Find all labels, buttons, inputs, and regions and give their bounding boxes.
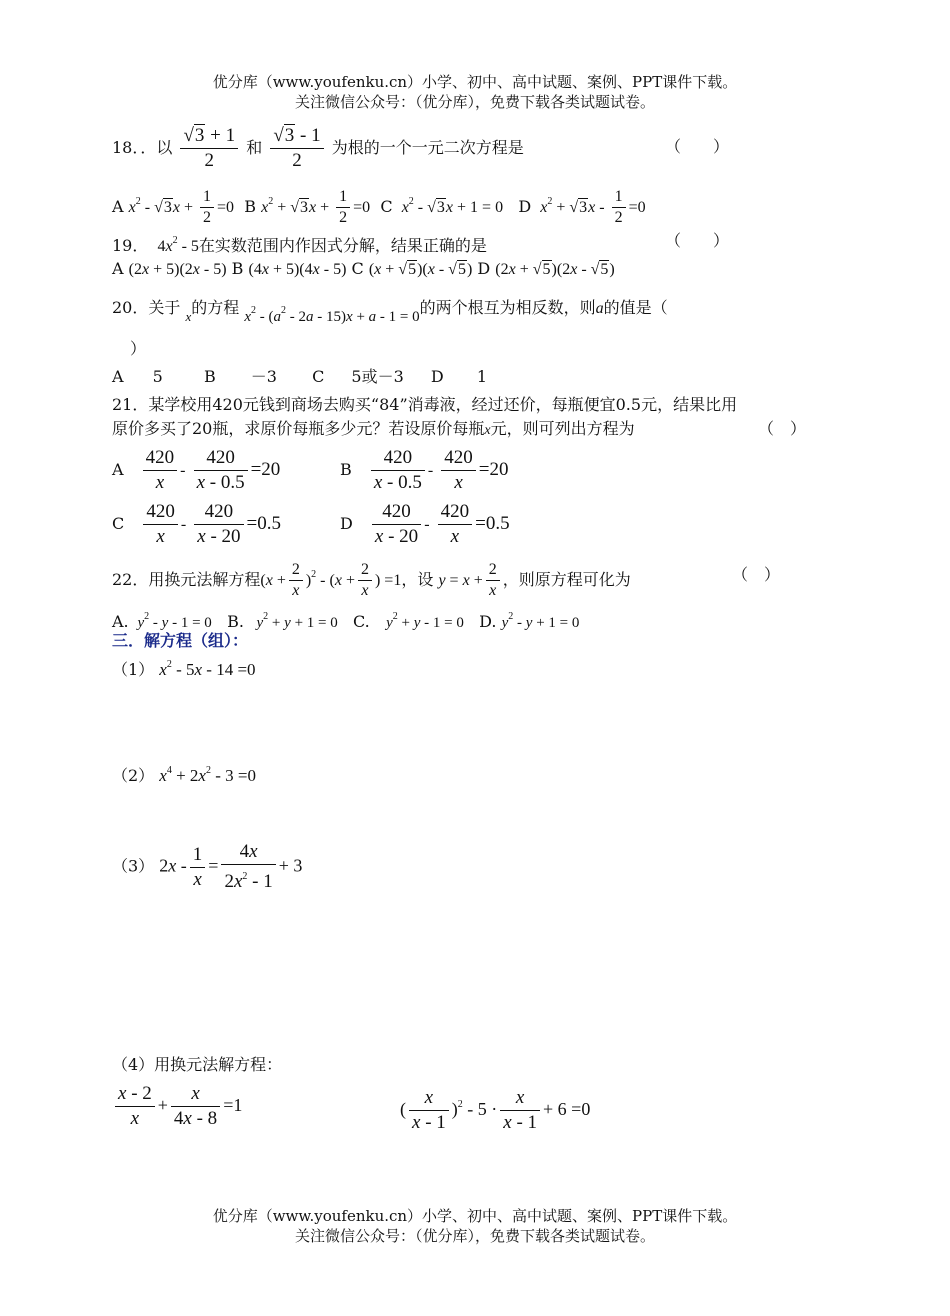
q21-option-c: C $\frac{420}{x}$ - $\frac{420}{x - 20}$ =0.5 <box>112 501 281 547</box>
section-3-title: 三．解方程（组）： <box>112 631 249 650</box>
footer-line-1: 优分库（www.youfenku.cn）小学、初中、高中试题、案例、PPT课件下载。 <box>212 1207 738 1225</box>
q18-options: A $x^2 - √3x$ + $\frac{1}{2}$ =0 B $x^2 + √3x$ + $\frac{1}{2}$ =0 C $x^2 - √3x + 1 = 0$ D $x^2 + √3x$ - $\frac{1}{2}$ =0 <box>112 188 646 226</box>
q21-answer-bracket: （ ） <box>758 419 807 438</box>
q18-option-c: $x^2 - √3x + 1 = 0$ <box>401 196 504 216</box>
q22-answer-bracket: （ ） <box>732 565 781 584</box>
q22-equation: (x + <box>260 572 286 589</box>
q20-var: x <box>185 309 192 324</box>
q19-option-c-label: C <box>351 259 364 278</box>
q20-tail: 的值是（ <box>603 298 668 317</box>
q19-option-d-label: D <box>477 259 491 278</box>
q22-suffix: ，则原方程可化为 <box>502 570 631 589</box>
q19-option-c: (x + √5)(x - √5) <box>368 261 473 278</box>
q18-option-b-label: B <box>244 197 256 216</box>
header-line-2: 关注微信公众号：（优分库），免费下载各类试题试卷。 <box>294 93 655 111</box>
q19-option-b: (4x + 5)(4x - 5) <box>248 261 347 278</box>
q21-option-d: D $\frac{420}{x - 20}$ - $\frac{420}{x}$ =0.5 <box>340 501 510 547</box>
q20-equation: $x^2 - (a^2 - 2a - 15)x + a - 1 = 0$ <box>244 305 420 325</box>
problem-4-equation-2: ( $\frac{x}{x - 1}$ )$^2$ - 5 · $\frac{x}{x - 1}$ + 6 =0 <box>400 1087 591 1133</box>
q20-suffix: 的两个根互为相反数，则 <box>419 298 596 317</box>
q21-var: x <box>484 423 491 438</box>
q19-text: 在实数范围内作因式分解，结果正确的是 <box>198 236 487 255</box>
q22-mid: ，设 <box>401 570 434 589</box>
q19-option-d: (2x + √5)(2x - √5) <box>495 261 615 278</box>
q21-option-a: A $\frac{420}{x}$ - $\frac{420}{x - 0.5}$ =20 <box>112 447 281 493</box>
q18-answer-bracket: （ ） <box>665 137 730 156</box>
q18-root-2: $\frac{√3 - 1}{2}$ <box>270 124 323 173</box>
q22-options: A. $y^2 - y - 1 = 0$ B. $y^2 + y + 1 = 0$ C. $y^2 + y - 1 = 0$ D. $y^2 - y + 1 = 0$ <box>112 611 580 631</box>
q21-line-2: 原价多买了20瓶，求原价每瓶多少元？若设原价每瓶x元，则可列出方程为 <box>112 419 635 438</box>
problem-4-equation-1: $\frac{x - 2}{x}$ + $\frac{x}{4x - 8}$ =1 <box>112 1082 242 1131</box>
q18-option-a: $x^2 - √3x$ + <box>128 196 198 216</box>
q22-substitution: y = x + <box>438 572 483 589</box>
q18-option-c-label: C <box>380 197 393 216</box>
question-20 <box>112 288 668 324</box>
problem-3: （3） 2x - $\frac{1}{x}$ = $\frac{4x}{2x^2 - 1}$ + 3 <box>112 841 303 892</box>
question-19: 19． $4x^2 - 5$在实数范围内作因式分解，结果正确的是 <box>112 235 487 255</box>
q19-answer-bracket: （ ） <box>665 231 730 250</box>
q18-option-b: $x^2 + √3x$ + <box>261 196 334 216</box>
question-22: 22．用换元法解方程(x + $\frac{2}{x}$ )$^2$ - (x + $\frac{2}{x}$ ) =1，设 y = x + $\frac{2}{x}$ ，则原方程可化为 <box>112 561 631 599</box>
q21-line-1: 21．某学校用420元钱到商场去购买“84”消毒液，经过还价，每瓶便宜0.5元，结果比用 <box>112 395 738 414</box>
q19-number: 19． <box>112 236 149 255</box>
q19-options <box>112 258 615 281</box>
q20-mid: 的方程 <box>191 298 240 317</box>
q18-prefix: 18．．以 <box>112 138 173 157</box>
q22-prefix: 22．用换元法解方程 <box>112 570 261 589</box>
header-line-1: 优分库（www.youfenku.cn）小学、初中、高中试题、案例、PPT课件下载。 <box>212 73 738 91</box>
q18-and: 和 <box>246 138 263 157</box>
q19-option-a: (2x + 5)(2x - 5) <box>128 261 227 278</box>
q20-a: a <box>595 300 604 317</box>
footer-line-2: 关注微信公众号：（优分库），免费下载各类试题试卷。 <box>294 1227 655 1245</box>
q18-option-d-label: D <box>518 197 532 216</box>
q20-options: A 5 B －3 C 5或－3 D 1 <box>112 367 487 386</box>
q19-option-a-label: A <box>112 259 124 278</box>
question-18 <box>112 124 524 173</box>
problem-2: （2） $x^4 + 2x^2 - 3 =0$ <box>112 765 256 785</box>
problem-1: （1） $x^2 - 5x - 14 =0$ <box>112 659 256 679</box>
q20-prefix: 20．关于 <box>112 298 181 317</box>
q18-option-d: $x^2 + √3x$ - <box>540 196 609 216</box>
q20-close: ） <box>130 339 147 358</box>
q21-option-b: B $\frac{420}{x - 0.5}$ - $\frac{420}{x}$ =20 <box>340 447 509 493</box>
q18-suffix: 为根的一个一元二次方程是 <box>331 138 524 157</box>
q19-option-b-label: B <box>231 259 244 278</box>
problem-4-label: （4）用换元法解方程： <box>112 1055 283 1074</box>
q18-option-a-label: A <box>112 197 124 216</box>
q18-root-1: $\frac{√3 + 1}{2}$ <box>180 124 238 173</box>
